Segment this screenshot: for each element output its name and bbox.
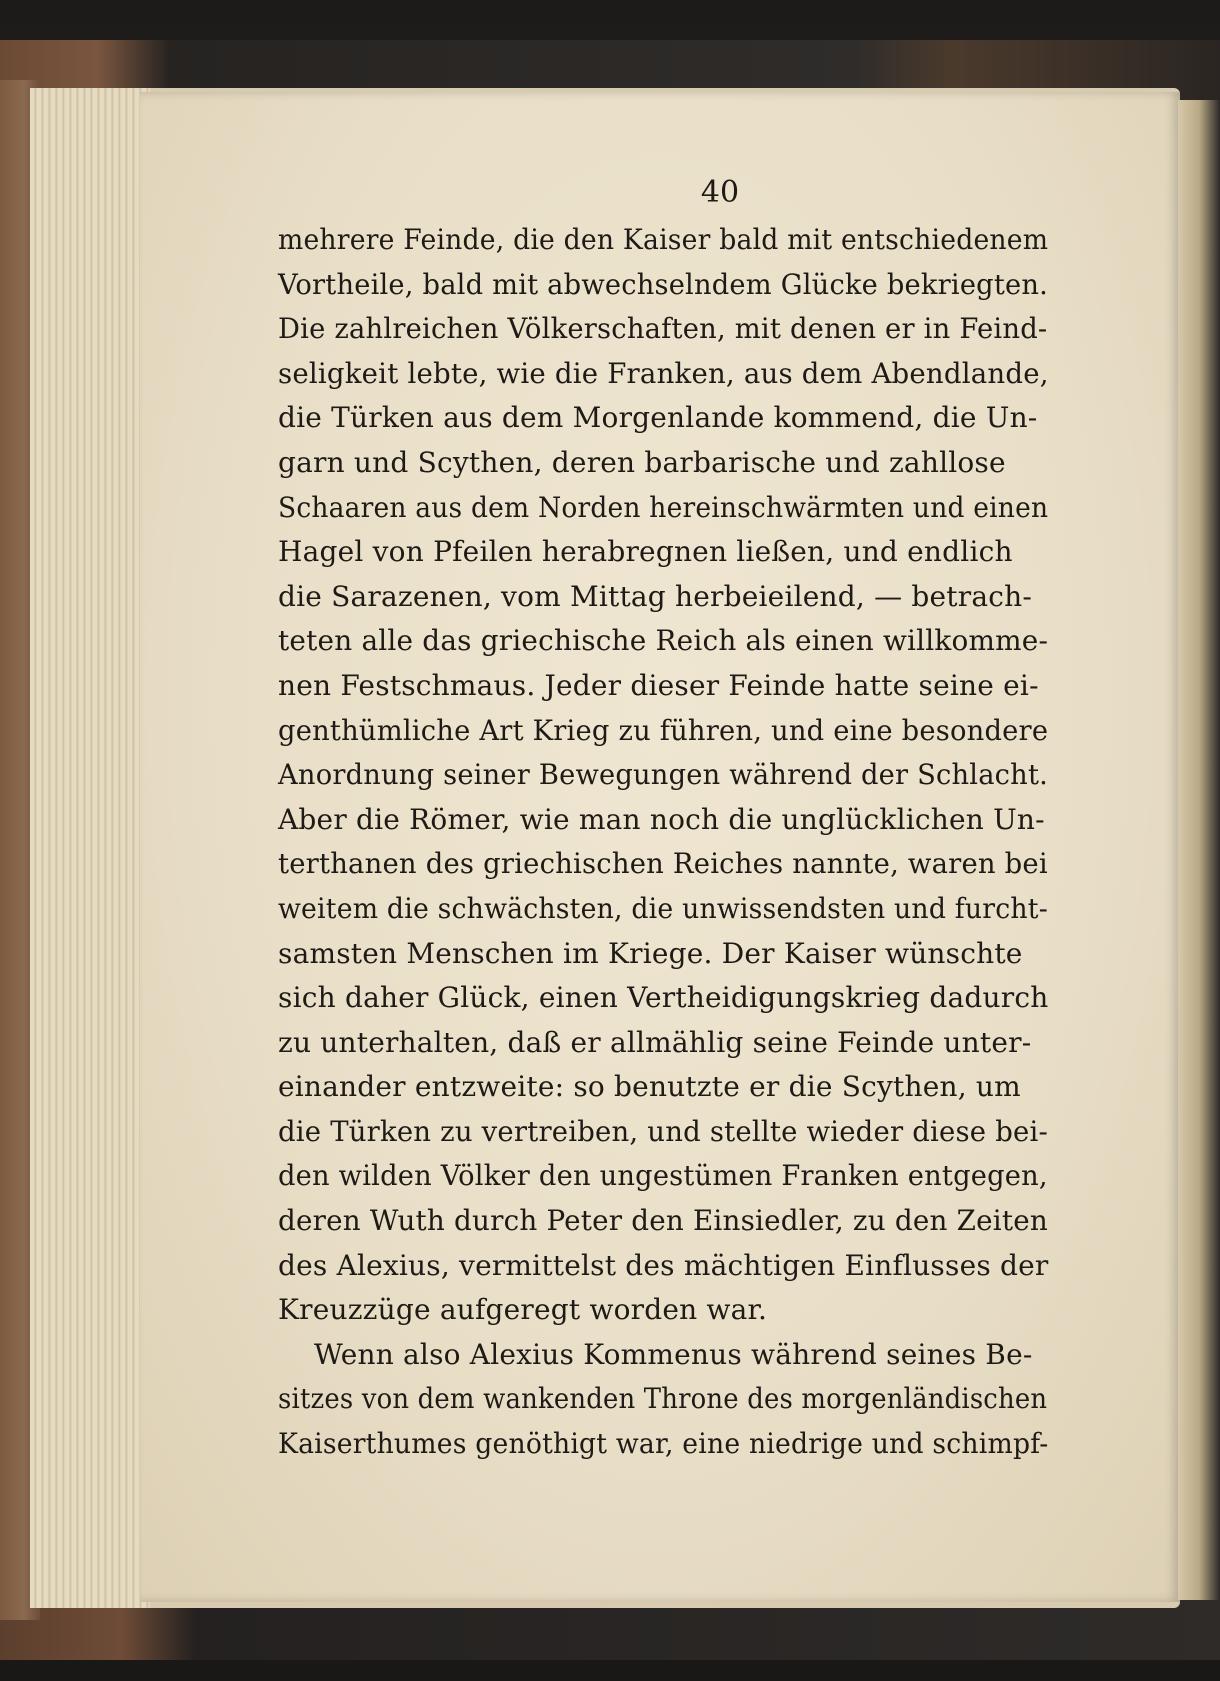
body-text bbox=[278, 176, 1138, 1467]
book-cover-bottom bbox=[0, 1600, 1220, 1660]
text-line: seligkeit lebte, wie die Franken, aus dem Abendlande, bbox=[278, 356, 1049, 390]
page-edge bbox=[1178, 100, 1220, 1600]
text-line: sich daher Glück, einen Vertheidigungskrieg dadurch bbox=[278, 981, 1049, 1015]
text-line: Kaiserthumes genöthigt war, eine niedrige und schimpf- bbox=[278, 1427, 1049, 1461]
text-line: einander entzweite: so benutzte er die Scythen, um bbox=[278, 1070, 1021, 1104]
text-line: genthümliche Art Krieg zu führen, und eine besondere bbox=[278, 713, 1049, 747]
text-line: die Sarazenen, vom Mittag herbeieilend, — betrach- bbox=[278, 579, 1032, 613]
text-line: samsten Menschen im Kriege. Der Kaiser wünschte bbox=[278, 936, 1023, 970]
text-line: die Türken aus dem Morgenlande kommend, die Un- bbox=[278, 401, 1038, 435]
text-line: den wilden Völker den ungestümen Franken entgegen, bbox=[278, 1159, 1048, 1193]
text-line: teten alle das griechische Reich als einen willkomme- bbox=[278, 624, 1049, 658]
paragraph-lines bbox=[278, 218, 1138, 1467]
text-line: Aber die Römer, wie man noch die unglücklichen Un- bbox=[278, 802, 1045, 836]
text-line: die Türken zu vertreiben, und stellte wieder diese bei- bbox=[278, 1114, 1048, 1148]
text-line: zu unterhalten, daß er allmählig seine Feinde unter- bbox=[278, 1025, 1032, 1059]
text-line: deren Wuth durch Peter den Einsiedler, zu den Zeiten bbox=[278, 1204, 1048, 1238]
text-line: des Alexius, vermittelst des mächtigen Einflusses der bbox=[278, 1248, 1049, 1282]
text-line: Schaaren aus dem Norden hereinschwärmten und einen bbox=[278, 490, 1049, 524]
text-line: Kreuzzüge aufgeregt worden war. bbox=[278, 1293, 768, 1327]
paragraph-start-line: Wenn also Alexius Kommenus während seines Be- bbox=[314, 1337, 1033, 1371]
text-line: sitzes von dem wankenden Throne des morgenländischen bbox=[278, 1382, 1048, 1416]
text-line: mehrere Feinde, die den Kaiser bald mit entschiedenem bbox=[278, 223, 1049, 256]
text-line: Anordnung seiner Bewegungen während der Schlacht. bbox=[278, 758, 1048, 792]
text-line: terthanen des griechischen Reiches nannte, waren bei bbox=[278, 847, 1048, 881]
page-number: 40 bbox=[700, 175, 740, 210]
text-line: Vortheile, bald mit abwechselndem Glücke bekriegten. bbox=[278, 267, 1049, 301]
text-line: nen Festschmaus. Jeder dieser Feinde hatte seine ei- bbox=[278, 668, 1039, 702]
text-line: Die zahlreichen Völkerschaften, mit denen er in Feind- bbox=[278, 312, 1048, 346]
text-line: garn und Scythen, deren barbarische und zahllose bbox=[278, 445, 1006, 479]
text-line: Hagel von Pfeilen herabregnen ließen, und endlich bbox=[278, 535, 1013, 569]
text-line: weitem die schwächsten, die unwissendsten und furcht- bbox=[278, 891, 1048, 925]
